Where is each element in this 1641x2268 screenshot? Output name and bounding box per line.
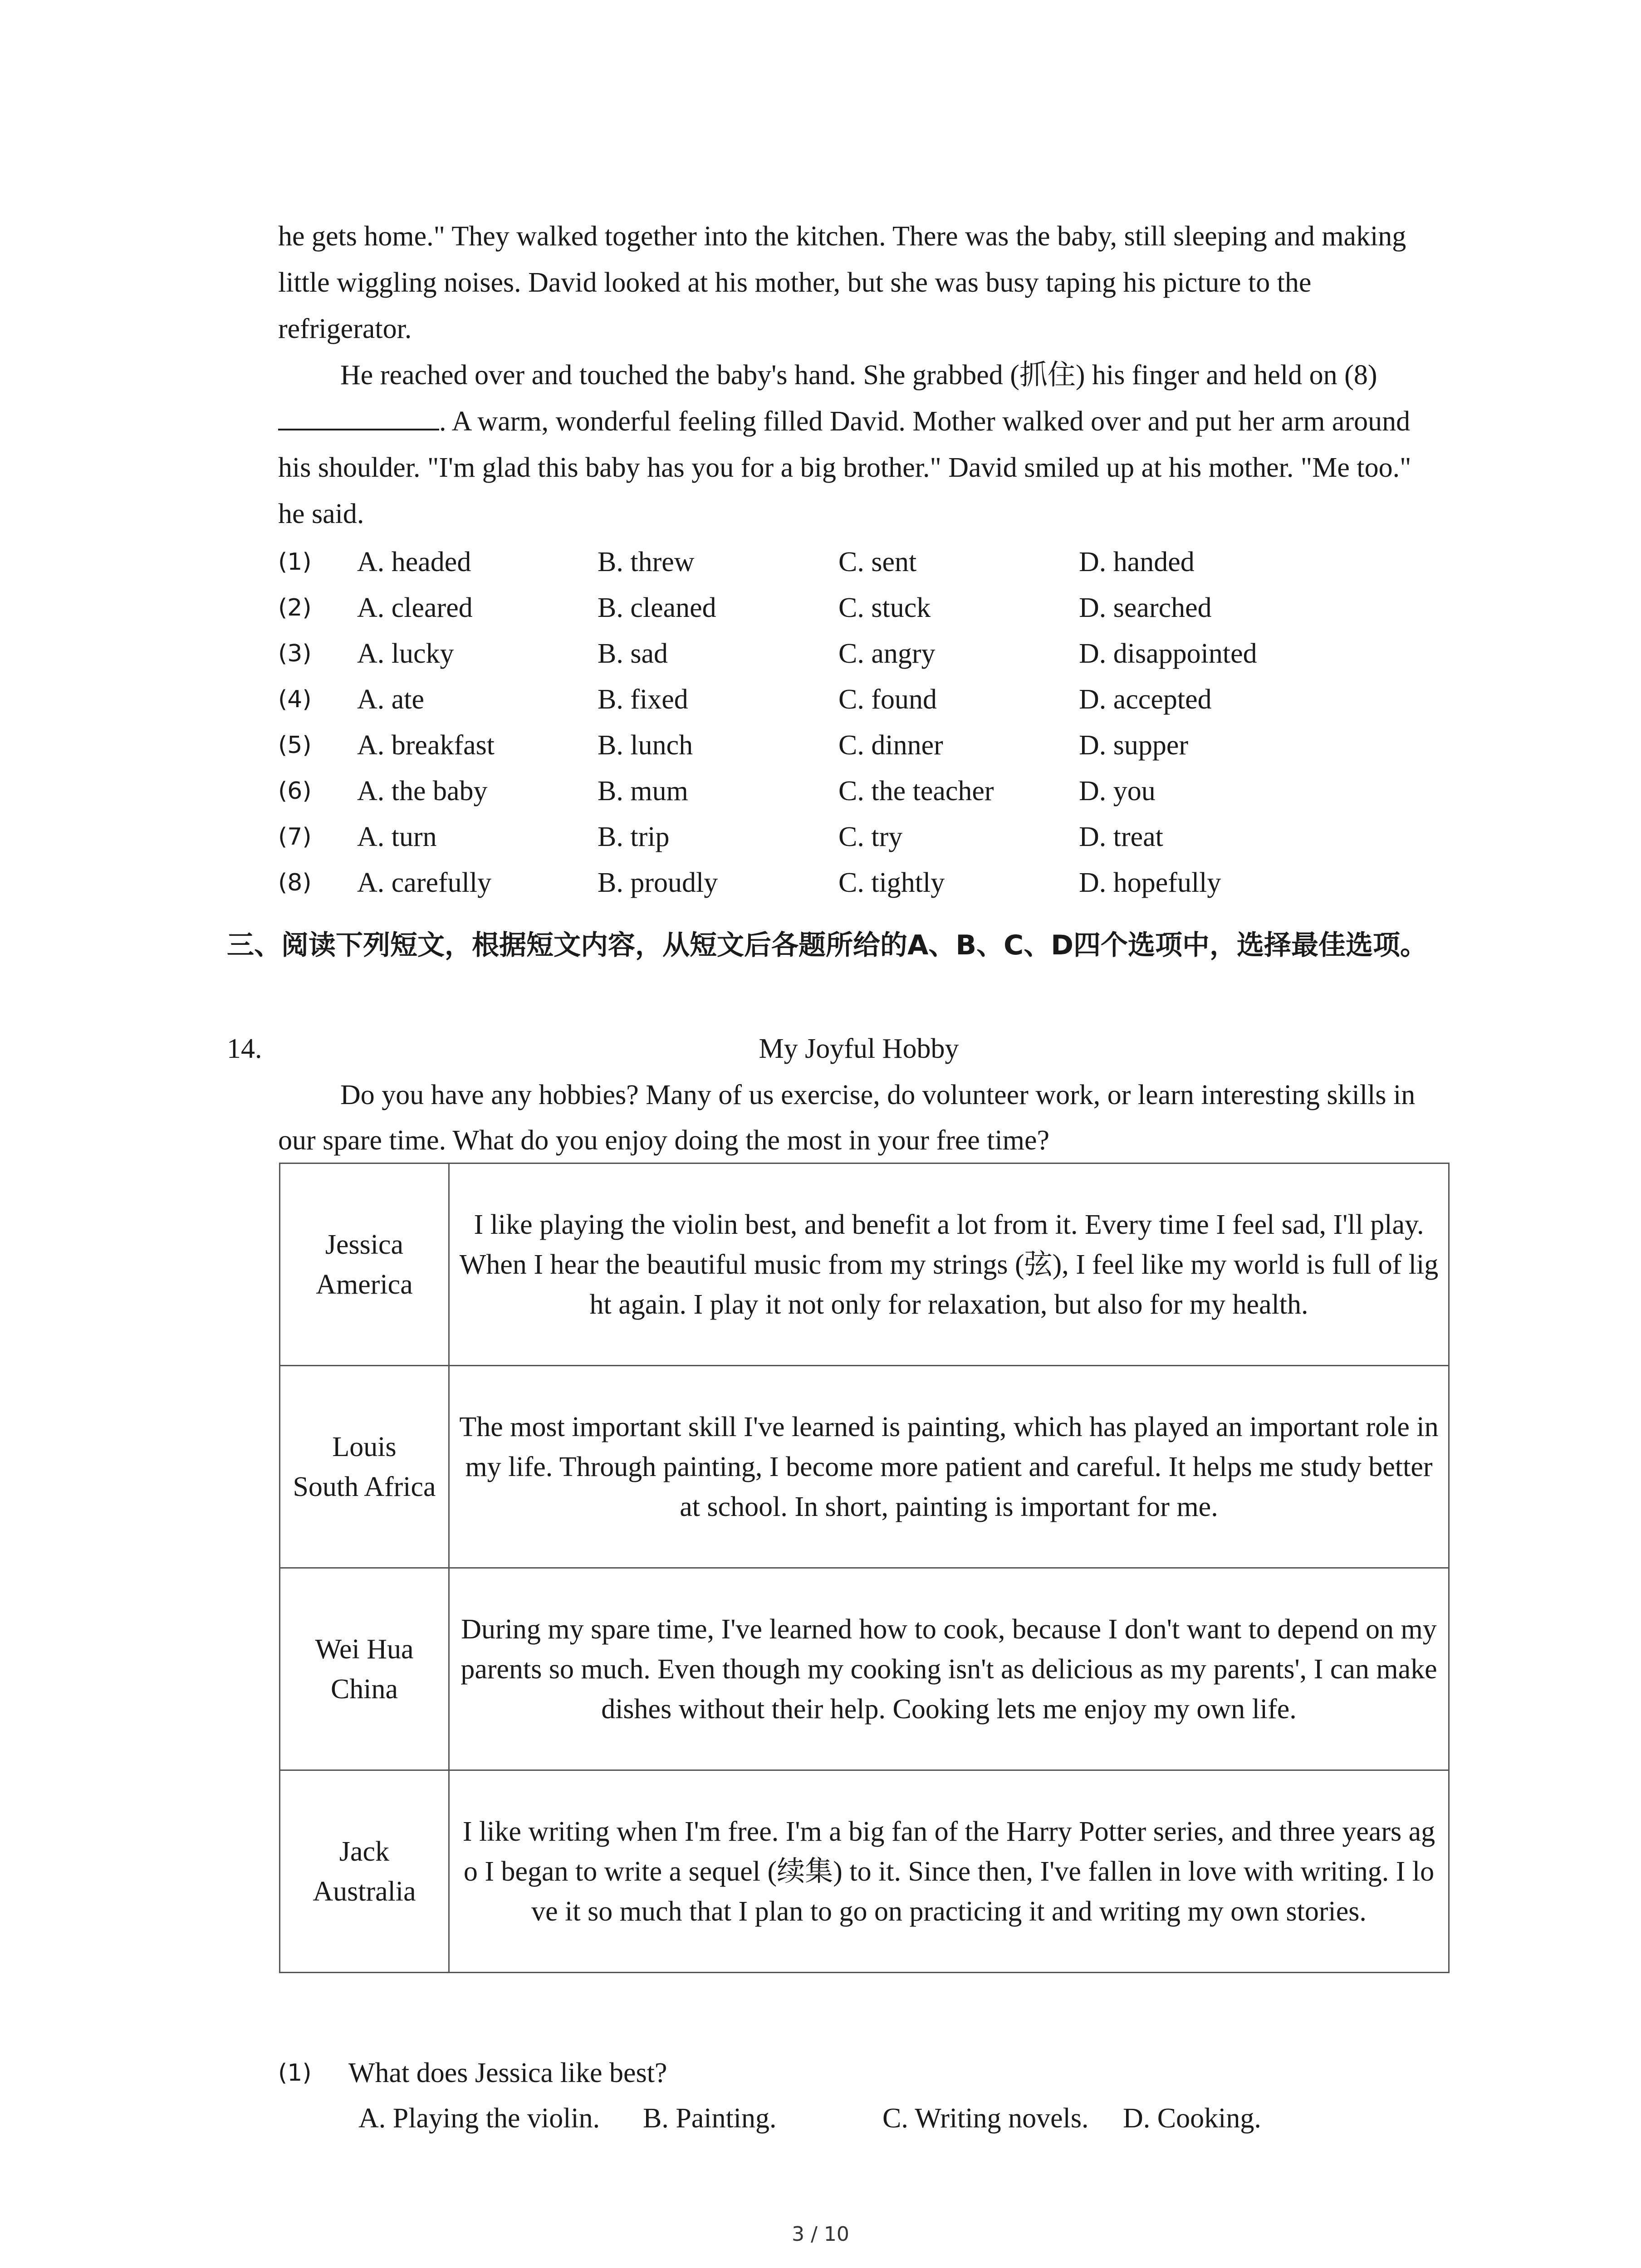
option-row [278,768,1440,814]
person-name: Jack [339,1836,390,1867]
option-a: A. cleared [357,592,473,623]
person-cell [280,1163,449,1366]
option-number: (1) [278,548,312,576]
option-row [278,539,1440,585]
option-d: D. treat [1079,821,1163,852]
option-row [278,814,1440,860]
option-d: D. hopefully [1079,867,1221,898]
section-heading: 三、阅读下列短文，根据短文内容，从短文后各题所给的A、B、C、D四个选项中，选择最佳选项。 [227,929,1428,961]
option-d: D. you [1079,776,1156,807]
option-a: A. ate [357,684,425,715]
option-a: A. breakfast [357,730,495,761]
option-b: B. cleaned [598,592,716,623]
option-d: D. handed [1079,547,1195,577]
option-b: B. trip [598,821,670,852]
person-country: South Africa [293,1471,436,1502]
person-cell [280,1770,449,1973]
paragraph-2-before-blank: He reached over and touched the baby's hand. She grabbed (抓住) his finger and held on (8) [340,360,1377,391]
question-number: 14. [227,1033,262,1064]
answer-a: A. Playing the violin. [358,2103,600,2134]
answer-b: B. Painting. [643,2103,777,2134]
option-number: (7) [278,823,312,850]
option-number: (2) [278,594,312,621]
option-d: D. searched [1079,592,1212,623]
hobby-text-cell: During my spare time, I've learned how to cook, because I don't want to depend on my parents so much. Even though my cooking isn't as delicious as my parents', I can make dishes without their help. Cooking lets me enjoy my own life. [449,1568,1449,1770]
option-c: C. stuck [838,592,931,623]
option-row [278,677,1440,723]
table-row [280,1770,1449,1973]
option-d: D. disappointed [1079,638,1257,669]
question-1-number: (1) [278,2059,312,2087]
person-name: Louis [332,1431,397,1462]
option-row [278,723,1440,768]
table-row [280,1366,1449,1568]
page-number: 3 / 10 [792,2223,849,2246]
paragraph-2-after-blank: . A warm, wonderful feeling filled David. Mother walked over and put her arm around his shoulder. "I'm glad this baby has you for a big brother." David smiled up at his mother. "Me too." he said. [278,406,1411,529]
option-row [278,585,1440,631]
option-c: C. angry [838,638,936,669]
option-number: (4) [278,686,312,713]
option-number: (3) [278,640,312,667]
answer-blank-8 [278,401,439,430]
option-b: B. sad [598,638,668,669]
option-b: B. proudly [598,867,718,898]
option-number: (5) [278,732,312,759]
option-c: C. the teacher [838,776,994,807]
hobby-text-cell: The most important skill I've learned is painting, which has played an important role in my life. Through painting, I become more patient and careful. It helps me study better at school. In short, painting is important for me. [449,1366,1449,1568]
person-country: Australia [313,1876,416,1907]
hobby-text-cell: I like writing when I'm free. I'm a big fan of the Harry Potter series, and three years ago I began to write a sequel (续集) to it. Since then, I've fallen in love with writing. I love it so much that I plan to go on practicing it and writing my own stories. [449,1770,1449,1973]
option-a: A. lucky [357,638,454,669]
answer-d: D. Cooking. [1123,2103,1261,2134]
hobby-table [279,1163,1450,1973]
option-a: A. headed [357,547,471,577]
option-c: C. sent [838,547,917,577]
person-cell [280,1366,449,1568]
passage-paragraph-1: he gets home." They walked together into the kitchen. There was the baby, still sleeping and making little wiggling noises. David looked at his mother, but she was busy taping his picture to the refrigerator. [278,221,1406,344]
option-c: C. try [838,821,903,852]
option-number: (6) [278,777,312,805]
option-d: D. accepted [1079,684,1212,715]
option-b: B. lunch [598,730,693,761]
table-row [280,1163,1449,1366]
table-row [280,1568,1449,1770]
person-country: China [330,1673,398,1705]
person-cell [280,1568,449,1770]
option-row [278,631,1440,677]
passage-paragraph-2 [278,352,1440,537]
option-c: C. dinner [838,730,943,761]
option-a: A. the baby [357,776,488,807]
answer-c: C. Writing novels. [882,2103,1089,2134]
cloze-options [278,539,1440,906]
option-a: A. turn [357,821,437,852]
hobby-text-cell: I like playing the violin best, and benefit a lot from it. Every time I feel sad, I'll play. When I hear the beautiful music from my strings (弦), I feel like my world is full of light again. I play it not only for relaxation, but also for my health. [449,1163,1449,1366]
person-name: Jessica [325,1229,404,1260]
option-row [278,860,1440,906]
option-number: (8) [278,869,312,896]
person-country: America [316,1269,413,1300]
option-d: D. supper [1079,730,1189,761]
option-a: A. carefully [357,867,492,898]
person-name: Wei Hua [315,1633,414,1665]
option-c: C. found [838,684,937,715]
option-b: B. fixed [598,684,688,715]
passage-title: My Joyful Hobby [759,1033,959,1064]
option-c: C. tightly [838,867,945,898]
option-b: B. threw [598,547,695,577]
option-b: B. mum [598,776,688,807]
question-1-text: What does Jessica like best? [348,2058,667,2088]
passage-intro: Do you have any hobbies? Many of us exercise, do volunteer work, or learn interesting skills in our spare time. What do you enjoy doing the most in your free time? [278,1080,1416,1156]
